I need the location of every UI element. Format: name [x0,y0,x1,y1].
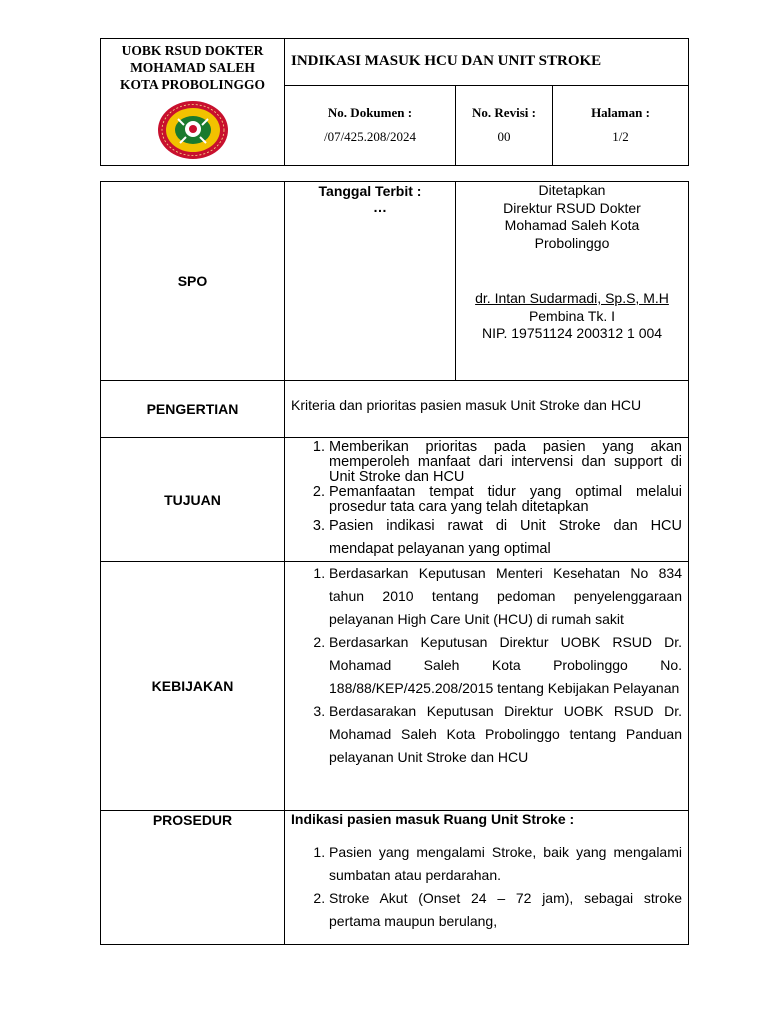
kebijakan-list [285,562,688,769]
page-value: 1/2 [612,129,629,145]
hospital-line-1: UOBK RSUD DOKTER [121,43,264,58]
hospital-logo [156,99,230,161]
kebijakan-item: 3. Berdasarakan Keputusan Direktur UOBK RSUD Dr. Mohamad Saleh Kota Probolinggo tentang Panduan pelayanan Unit Stroke dan HCU [329,700,688,769]
hospital-cell [101,39,285,166]
pengertian-label: PENGERTIAN [101,381,285,438]
pengertian-text: Kriteria dan prioritas pasien masuk Unit Stroke dan HCU [285,381,689,438]
tujuan-item: 1. Memberikan prioritas pada pasien yang akan memperoleh manfaat dari intervensi dan support di Unit Stroke dan HCU [329,440,688,485]
tujuan-item: 2. Pemanfaatan tempat tidur yang optimal melalui prosedur tata cara yang telah ditetapkan [329,485,688,515]
prosedur-label [101,811,285,945]
issue-date-label: Tanggal Terbit : [318,183,422,199]
approval-line-4: Probolinggo [534,234,610,251]
page-cell [553,86,689,166]
prosedur-label-text: PROSEDUR [152,812,233,828]
approval-line-3: Mohamad Saleh Kota [504,217,640,233]
spo-table [100,181,689,945]
signer-nip: NIP. 19751124 200312 1 004 [481,325,663,341]
signer-name: dr. Intan Sudarmadi, Sp.S, M.H [475,290,669,306]
tujuan-list [285,440,688,561]
revision-cell [456,86,553,166]
doc-number-label: No. Dokumen : [327,105,413,121]
document-title: INDIKASI MASUK HCU DAN UNIT STROKE [285,39,689,86]
issue-date-cell [285,182,456,381]
hospital-name [101,39,284,93]
approval-line-2: Direktur RSUD Dokter [503,199,641,216]
prosedur-list [285,841,688,933]
hospital-line-2: MOHAMAD SALEH [130,60,255,75]
kebijakan-item: 2. Berdasarkan Keputusan Direktur UOBK RSUD Dr. Mohamad Saleh Kota Probolinggo No. 188/88/KEP/425.208/2015 tentang Kebijakan Pelayanan [329,631,688,700]
hospital-line-3: KOTA PROBOLINGGO [120,77,265,92]
approval-line-1: Ditetapkan [538,182,606,198]
issue-date-value: … [373,199,387,215]
prosedur-item: 2. Stroke Akut (Onset 24 – 72 jam), sebagai stroke pertama maupun berulang, [329,887,688,933]
tujuan-item: 3. Pasien indikasi rawat di Unit Stroke dan HCU mendapat pelayanan yang optimal [329,515,688,561]
tujuan-label: TUJUAN [101,438,285,562]
doc-number-cell [285,86,456,166]
approval-cell [456,182,689,381]
doc-number-value: /07/425.208/2024 [323,129,417,145]
header-table [100,38,689,166]
page-label: Halaman : [591,105,650,121]
prosedur-item: 1. Pasien yang mengalami Stroke, baik yang mengalami sumbatan atau perdarahan. [329,841,688,887]
kebijakan-label: KEBIJAKAN [101,562,285,811]
kebijakan-cell [285,562,689,811]
prosedur-cell [285,811,689,945]
prosedur-heading: Indikasi pasien masuk Ruang Unit Stroke : [291,811,575,827]
revision-value: 00 [497,129,511,145]
kebijakan-item: 1. Berdasarkan Keputusan Menteri Kesehatan No 834 tahun 2010 tentang pedoman penyelenggaraan pelayanan High Care Unit (HCU) di rumah sakit [329,562,688,631]
spo-label: SPO [101,182,285,381]
tujuan-cell [285,438,689,562]
signer-rank: Pembina Tk. I [528,307,616,324]
revision-label: No. Revisi : [472,105,536,121]
